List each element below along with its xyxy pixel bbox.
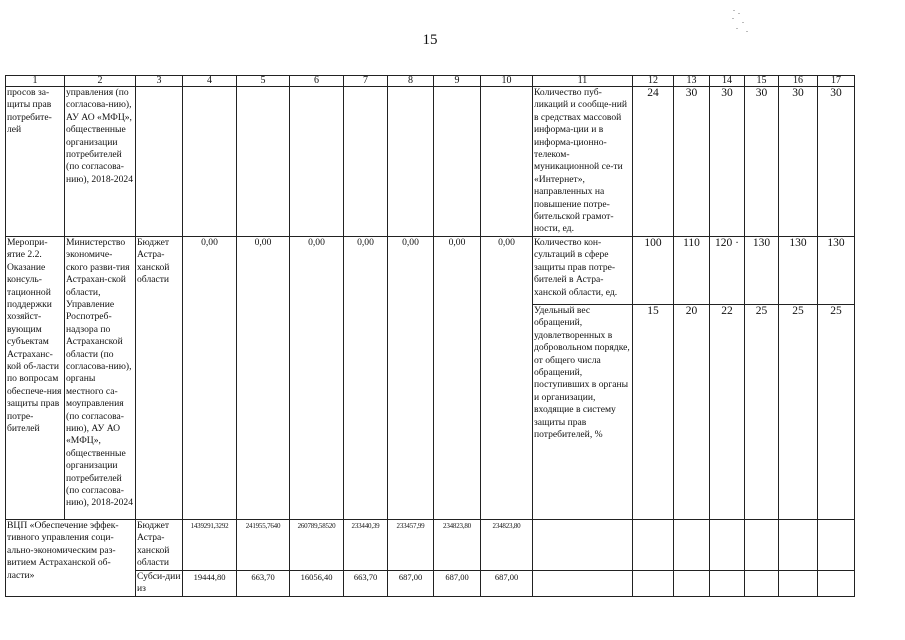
indicator-value: 30 bbox=[674, 87, 710, 237]
amount-cell: 0,00 bbox=[388, 236, 434, 519]
column-number: 11 bbox=[533, 76, 633, 87]
indicator-value: 120 · bbox=[710, 236, 745, 304]
funding-source-cell: Бюджет Астра-ханской области bbox=[136, 236, 183, 519]
column-number: 15 bbox=[745, 76, 779, 87]
amount-cell: 0,00 bbox=[290, 236, 344, 519]
funding-source-cell: Субси-дии из bbox=[136, 570, 183, 596]
column-number: 16 bbox=[779, 76, 818, 87]
indicator-value: 15 bbox=[633, 304, 674, 519]
amount-cell: 16056,40 bbox=[290, 570, 344, 596]
indicator-value: 30 bbox=[779, 87, 818, 237]
indicator-value: 100 bbox=[633, 236, 674, 304]
amount-cell: 0,00 bbox=[183, 236, 237, 519]
column-number: 2 bbox=[65, 76, 136, 87]
page-number: 15 bbox=[422, 32, 438, 48]
amount-cell: 1439291,3292 bbox=[183, 519, 237, 570]
amount-cell: 0,00 bbox=[481, 236, 533, 519]
column-number: 4 bbox=[183, 76, 237, 87]
funding-source-cell: Бюджет Астра-ханской области bbox=[136, 519, 183, 570]
program-table bbox=[5, 75, 855, 597]
indicator-cell: Удельный вес обращений, удовлетворенных в добровольном порядке, от общего числа обращений, поступивших в органы и организации, входящие в систему защиты прав потребителей, % bbox=[533, 304, 633, 519]
program-name-cell: ВЦП «Обеспечение эффек-тивного управления соци-ально-экономическим раз-витием Астраханской об-ласти» bbox=[6, 519, 136, 596]
executor-cell: управления (по согласова-нию), АУ АО «МФЦ», общественные организации потребителей (по согласова-нию), 2018-2024 bbox=[65, 87, 136, 237]
indicator-value: 30 bbox=[710, 87, 745, 237]
amount-cell: 0,00 bbox=[344, 236, 388, 519]
indicator-value: 25 bbox=[818, 304, 855, 519]
executor-cell: Министерство экономиче-ского разви-тия Астрахан-ской области, Управление Роспотреб-надзора по Астраханской области (по согласова-нию), органы местного са-моуправления (по согласова-нию), АУ АО «МФЦ», общественные организации потребителей (по согласова-нию), 2018-2024 bbox=[65, 236, 136, 519]
indicator-cell: Количество кон-сультаций в сфере защиты прав потре-бителей в Астра-ханской области, ед. bbox=[533, 236, 633, 304]
column-number: 17 bbox=[818, 76, 855, 87]
indicator-cell: Количество пуб-ликаций и сообще-ний в средствах массовой информа-ции и в информа-ционно-телеком-муникационной се-ти «Интернет», направленных на повышение потре-бительской грамот-ности, ед. bbox=[533, 87, 633, 237]
amount-cell: 241955,7640 bbox=[237, 519, 290, 570]
amount-cell: 663,70 bbox=[344, 570, 388, 596]
table-row bbox=[6, 236, 855, 304]
indicator-value: 25 bbox=[779, 304, 818, 519]
indicator-value: 22 bbox=[710, 304, 745, 519]
column-number: 8 bbox=[388, 76, 434, 87]
amount-cell: 687,00 bbox=[434, 570, 481, 596]
column-number-row bbox=[6, 76, 855, 87]
amount-cell: 0,00 bbox=[237, 236, 290, 519]
indicator-value: 130 bbox=[818, 236, 855, 304]
amount-cell: 233457,99 bbox=[388, 519, 434, 570]
indicator-value: 24 bbox=[633, 87, 674, 237]
column-number: 6 bbox=[290, 76, 344, 87]
column-number: 3 bbox=[136, 76, 183, 87]
amount-cell: 233440,39 bbox=[344, 519, 388, 570]
amount-cell: 234823,80 bbox=[481, 519, 533, 570]
indicator-value: 30 bbox=[745, 87, 779, 237]
column-number: 10 bbox=[481, 76, 533, 87]
indicator-value: 20 bbox=[674, 304, 710, 519]
amount-cell: 234823,80 bbox=[434, 519, 481, 570]
table-row bbox=[6, 519, 855, 570]
measure-name-cell: Меропри-ятие 2.2. Оказание консуль-тационной поддержки хозяйст-вующим субъектам Астраханс-кой об-ласти по вопросам обеспече-ния защиты прав потре-бителей bbox=[6, 236, 65, 519]
column-number: 12 bbox=[633, 76, 674, 87]
column-number: 5 bbox=[237, 76, 290, 87]
measure-name-cell: просов за-щиты прав потребите-лей bbox=[6, 87, 65, 237]
scan-noise bbox=[730, 8, 752, 34]
column-number: 14 bbox=[710, 76, 745, 87]
amount-cell: 19444,80 bbox=[183, 570, 237, 596]
amount-cell: 663,70 bbox=[237, 570, 290, 596]
table-row bbox=[6, 87, 855, 237]
amount-cell: 687,00 bbox=[388, 570, 434, 596]
column-number: 1 bbox=[6, 76, 65, 87]
amount-cell: 0,00 bbox=[434, 236, 481, 519]
amount-cell: 687,00 bbox=[481, 570, 533, 596]
indicator-value: 130 bbox=[745, 236, 779, 304]
column-number: 9 bbox=[434, 76, 481, 87]
indicator-value: 130 bbox=[779, 236, 818, 304]
indicator-value: 30 bbox=[818, 87, 855, 237]
indicator-value: 25 bbox=[745, 304, 779, 519]
amount-cell: 260789,58520 bbox=[290, 519, 344, 570]
column-number: 7 bbox=[344, 76, 388, 87]
column-number: 13 bbox=[674, 76, 710, 87]
indicator-value: 110 bbox=[674, 236, 710, 304]
